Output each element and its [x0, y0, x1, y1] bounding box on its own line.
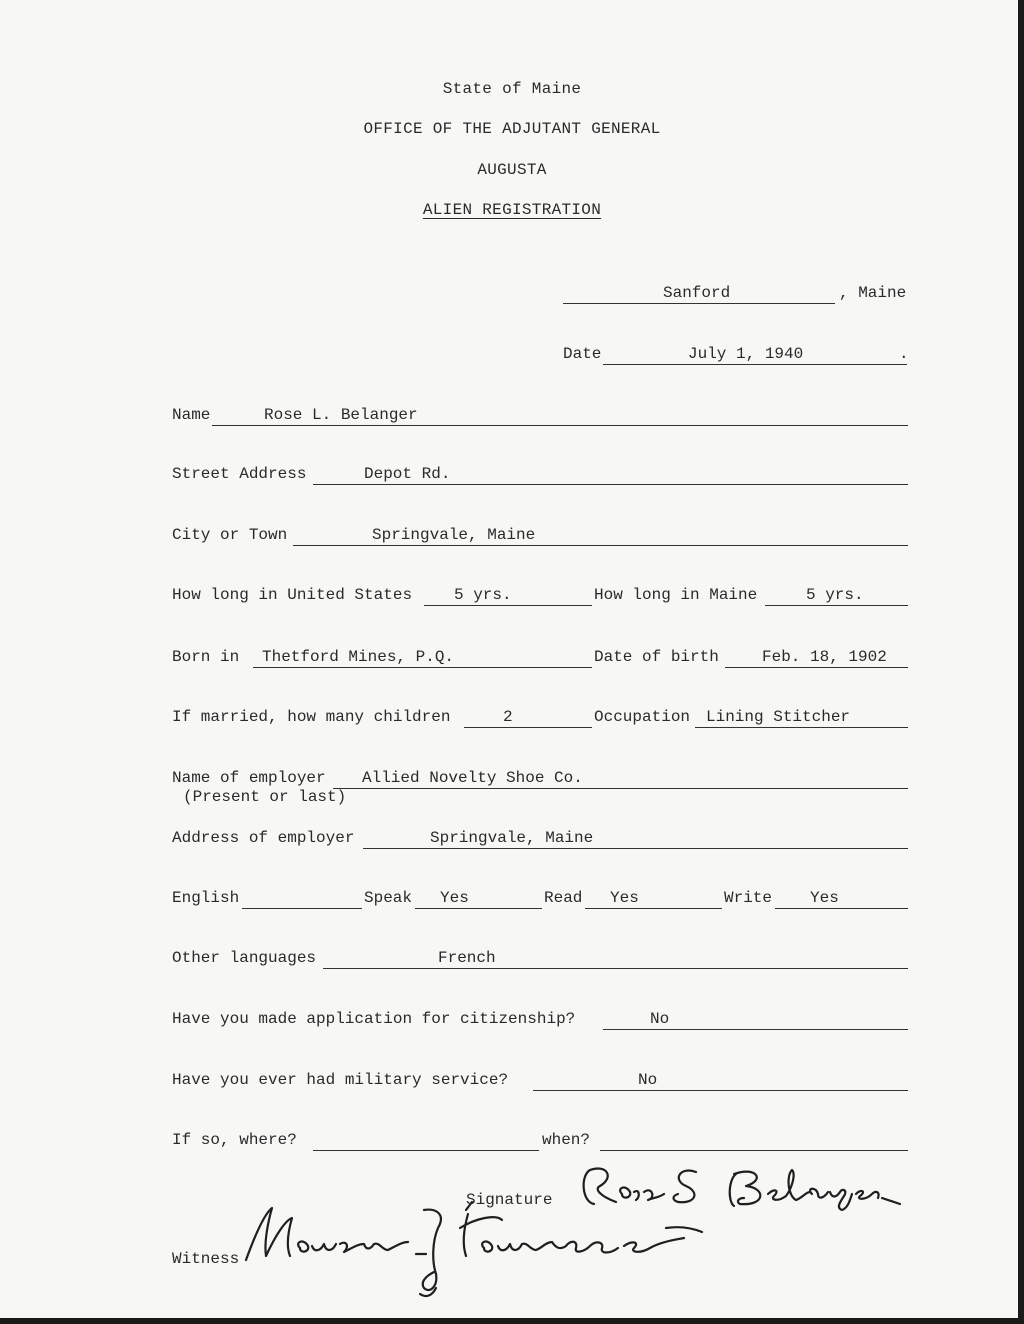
employer-address-value: Springvale, Maine — [430, 829, 594, 847]
date-value: July 1, 1940 — [688, 345, 804, 363]
scan-edge-bottom — [0, 1318, 1024, 1324]
where-label: If so, where? — [172, 1131, 297, 1149]
write-field — [775, 888, 908, 909]
citizenship-label: Have you made application for citizenship? — [172, 1010, 576, 1028]
citizenship-field — [603, 1009, 908, 1030]
read-value: Yes — [610, 889, 639, 907]
born-value: Thetford Mines, P.Q. — [262, 648, 455, 666]
employer-value: Allied Novelty Shoe Co. — [362, 769, 583, 787]
dob-label: Date of birth — [594, 648, 719, 666]
scan-edge-right — [1018, 0, 1024, 1324]
city-value: Springvale, Maine — [372, 526, 536, 544]
us-time-value: 5 yrs. — [454, 586, 512, 604]
name-label: Name — [172, 406, 211, 424]
speak-value: Yes — [440, 889, 469, 907]
office-heading: OFFICE OF THE ADJUTANT GENERAL — [363, 120, 661, 138]
military-label: Have you ever had military service? — [172, 1071, 509, 1089]
employer-sublabel: (Present or last) — [183, 788, 347, 806]
date-label: Date — [563, 345, 602, 363]
maine-time-value: 5 yrs. — [806, 586, 864, 604]
state-heading: State of Maine — [442, 80, 582, 98]
employer-label: Name of employer — [172, 769, 326, 787]
citizenship-value: No — [650, 1010, 670, 1028]
english-label: English — [172, 889, 240, 907]
form-title: ALIEN REGISTRATION — [422, 201, 602, 219]
name-value: Rose L. Belanger — [264, 406, 418, 424]
write-value: Yes — [810, 889, 839, 907]
military-field — [533, 1070, 908, 1091]
street-label: Street Address — [172, 465, 307, 483]
witness-label: Witness — [172, 1250, 240, 1268]
occupation-label: Occupation — [594, 708, 691, 726]
write-label: Write — [724, 889, 773, 907]
where-field — [313, 1130, 539, 1151]
employer-line — [172, 768, 908, 808]
children-value: 2 — [503, 708, 513, 726]
us-time-label: How long in United States — [172, 586, 413, 604]
speak-label: Speak — [364, 889, 413, 907]
employer-address-label: Address of employer — [172, 829, 355, 847]
city-label: City or Town — [172, 526, 288, 544]
witness-handwriting — [240, 1198, 710, 1300]
other-languages-field — [323, 948, 908, 969]
born-label: Born in — [172, 648, 240, 666]
signature-label: Signature — [466, 1191, 553, 1209]
maine-time-label: How long in Maine — [594, 586, 758, 604]
speak-field — [415, 888, 542, 909]
read-label: Read — [544, 889, 583, 907]
when-label: when? — [542, 1131, 591, 1149]
dob-value: Feb. 18, 1902 — [762, 648, 887, 666]
english-field — [242, 888, 362, 909]
city-heading: AUGUSTA — [477, 161, 547, 179]
children-field — [464, 707, 592, 728]
military-value: No — [638, 1071, 658, 1089]
place-value: Sanford — [663, 284, 731, 302]
date-end: . — [899, 345, 909, 363]
children-label: If married, how many children — [172, 708, 451, 726]
other-languages-label: Other languages — [172, 949, 317, 967]
when-field — [600, 1130, 908, 1151]
street-value: Depot Rd. — [364, 465, 451, 483]
read-field — [585, 888, 722, 909]
other-languages-value: French — [438, 949, 496, 967]
occupation-value: Lining Stitcher — [706, 708, 851, 726]
place-suffix: , Maine — [839, 284, 907, 302]
